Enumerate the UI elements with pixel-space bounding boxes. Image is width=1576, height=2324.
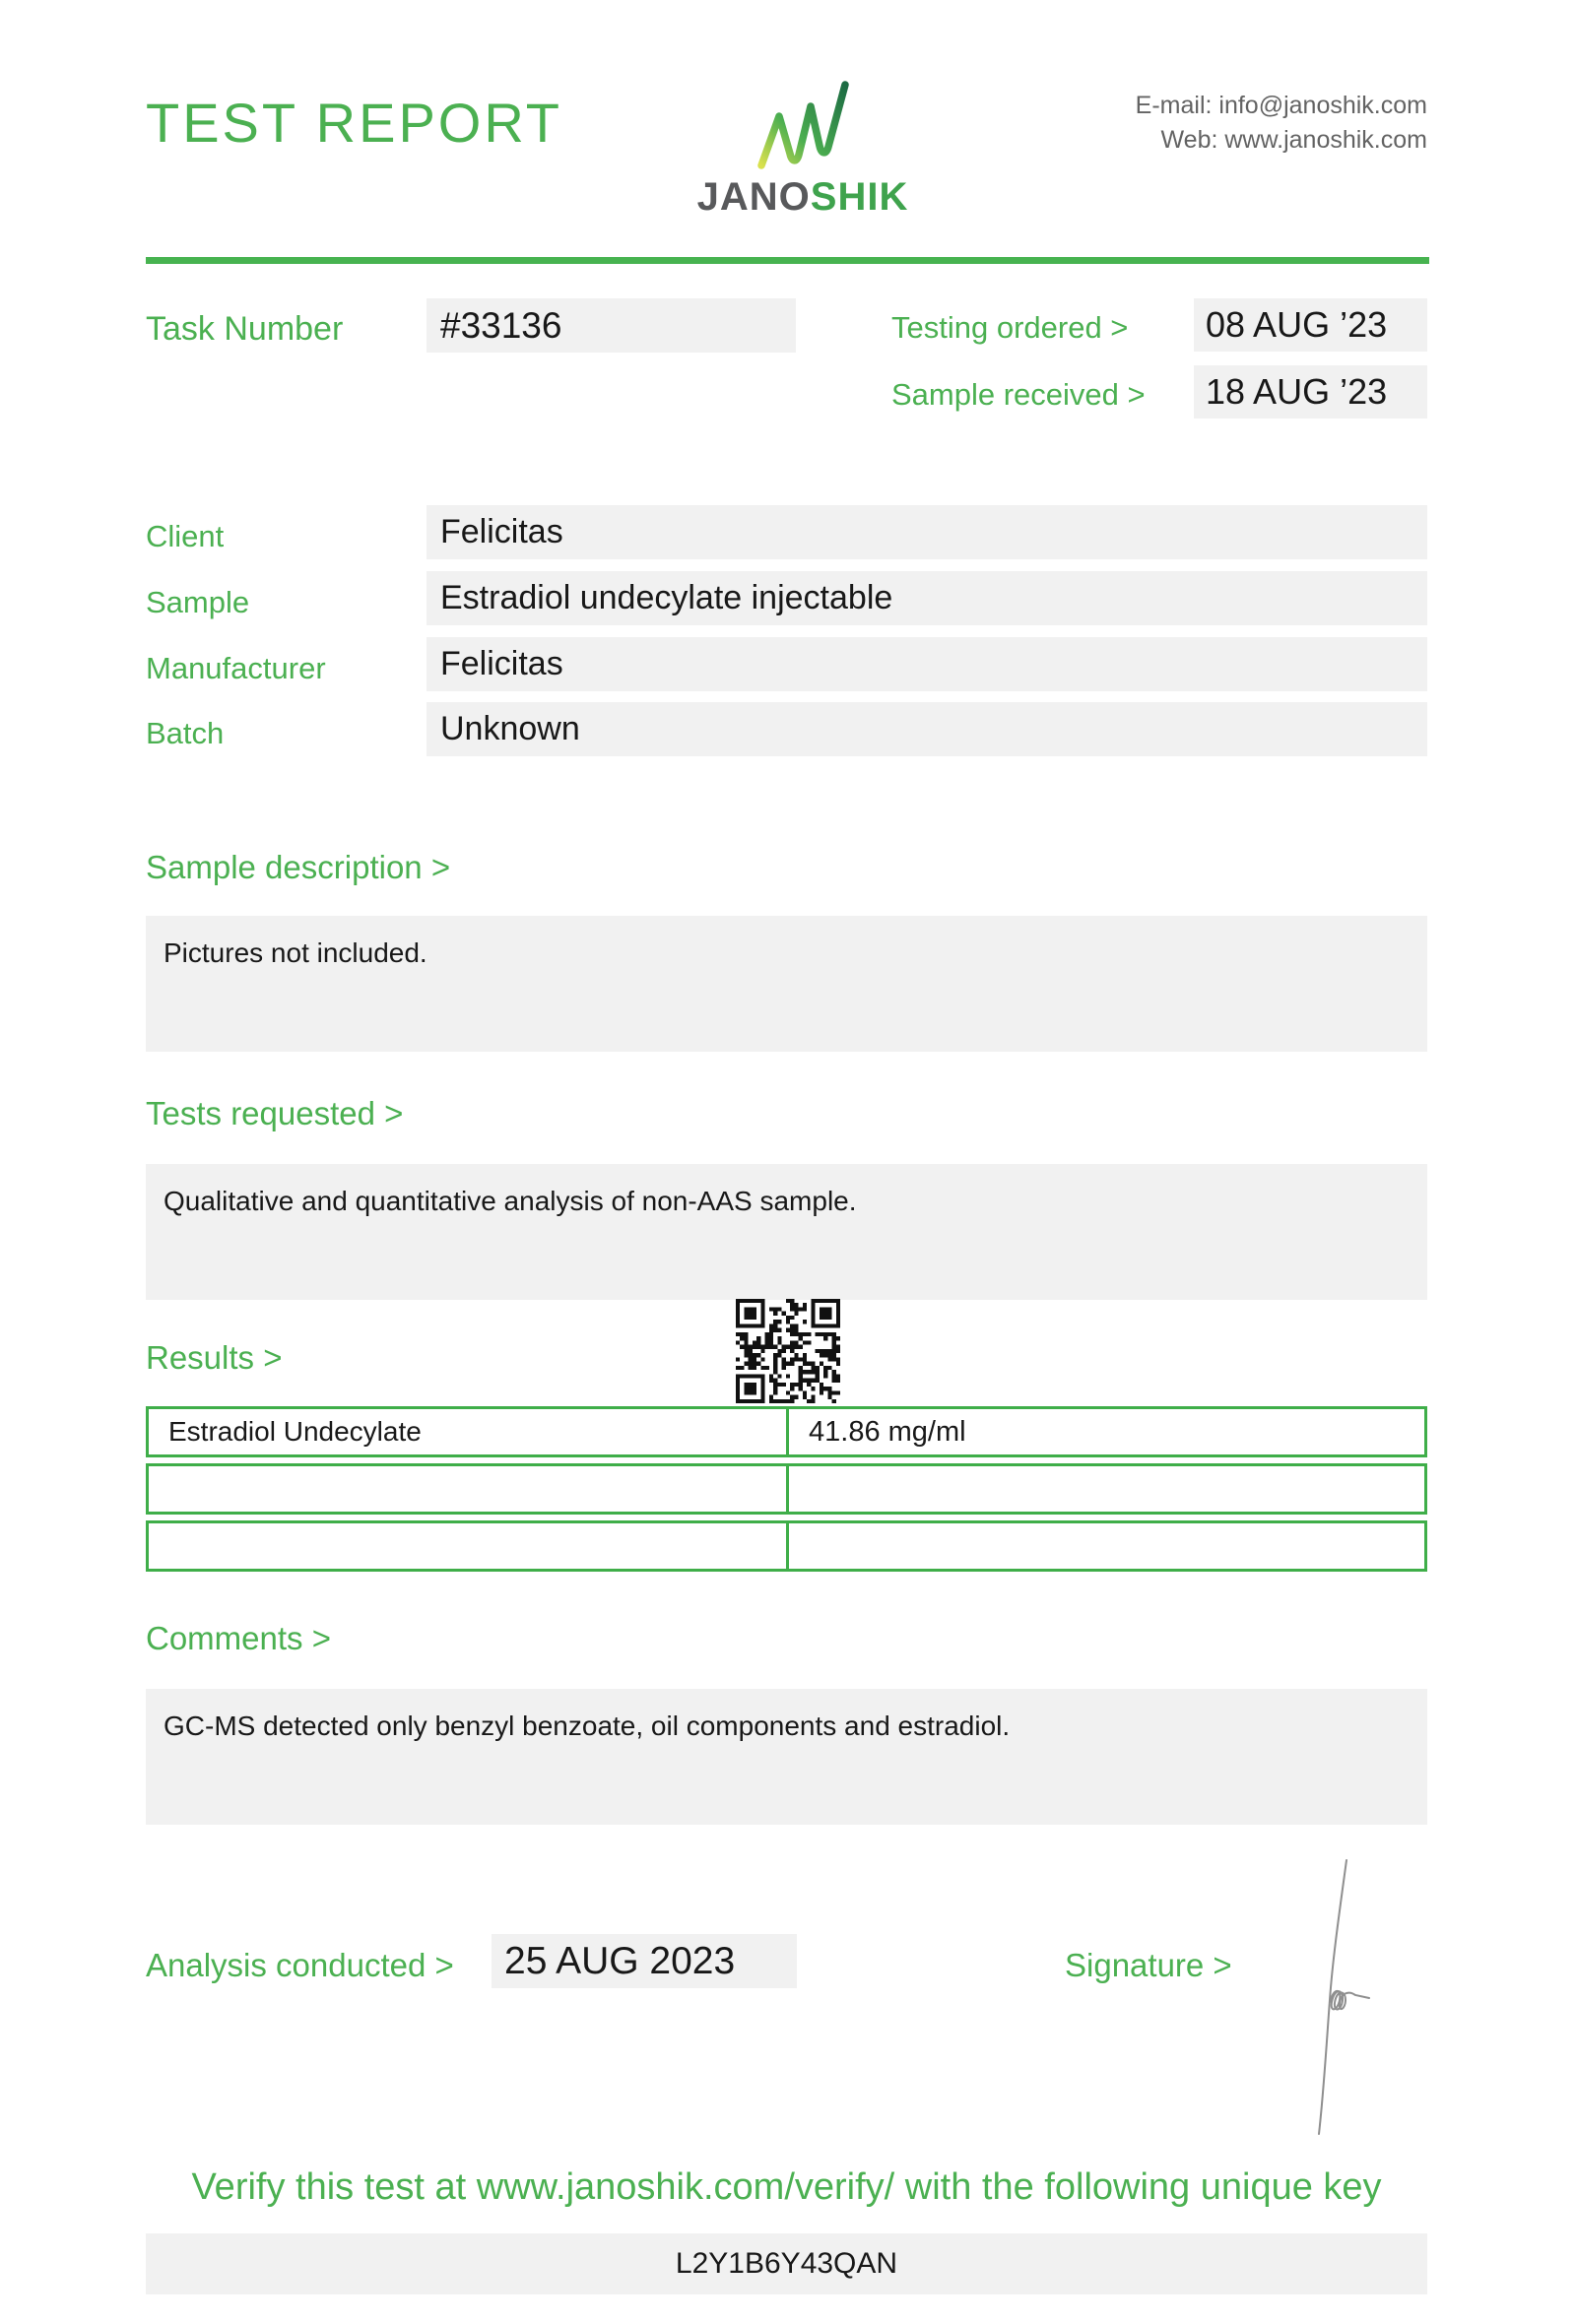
contact-email: E-mail: info@janoshik.com bbox=[1135, 92, 1427, 119]
sample-value: Estradiol undecylate injectable bbox=[427, 571, 1427, 625]
signature-scribble bbox=[1276, 1854, 1413, 2140]
manufacturer-value: Felicitas bbox=[427, 637, 1427, 691]
contact-web: Web: www.janoshik.com bbox=[1160, 126, 1427, 154]
logo-shik-text: SHIK bbox=[810, 175, 909, 219]
client-label: Client bbox=[146, 519, 225, 553]
sample-received-label: Sample received > bbox=[891, 377, 1146, 412]
verify-instruction: Verify this test at www.janoshik.com/verify/ with the following unique key bbox=[191, 2166, 1382, 2208]
result-value: 41.86 mg/ml bbox=[809, 1415, 966, 1448]
testing-ordered-label: Testing ordered > bbox=[891, 310, 1129, 345]
sample-received-date: 18 AUG ’23 bbox=[1194, 365, 1427, 419]
tests-requested-heading: Tests requested > bbox=[146, 1095, 404, 1131]
result-substance: Estradiol Undecylate bbox=[149, 1409, 789, 1454]
janoshik-logo bbox=[685, 77, 921, 220]
comments-box: GC-MS detected only benzyl benzoate, oil components and estradiol. bbox=[146, 1689, 1427, 1825]
logo-wordmark bbox=[685, 175, 921, 220]
logo-jano-text: JANO bbox=[696, 175, 811, 219]
verify-key: L2Y1B6Y43QAN bbox=[146, 2233, 1427, 2294]
results-table-row bbox=[146, 1463, 1427, 1515]
result-value bbox=[789, 1523, 1424, 1569]
task-number-value: #33136 bbox=[427, 298, 796, 353]
results-table-row bbox=[146, 1520, 1427, 1572]
client-value: Felicitas bbox=[427, 505, 1427, 559]
chart-growth-icon bbox=[754, 77, 852, 173]
batch-value: Unknown bbox=[427, 702, 1427, 756]
result-substance bbox=[149, 1523, 789, 1569]
batch-label: Batch bbox=[146, 716, 225, 750]
testing-ordered-date: 08 AUG ’23 bbox=[1194, 298, 1427, 352]
result-value bbox=[789, 1466, 1424, 1512]
page-title: TEST REPORT bbox=[146, 92, 563, 154]
analysis-conducted-label: Analysis conducted > bbox=[146, 1947, 454, 1983]
qr-code bbox=[736, 1299, 840, 1403]
analysis-date: 25 AUG 2023 bbox=[492, 1934, 797, 1988]
result-substance bbox=[149, 1466, 789, 1512]
sample-description-heading: Sample description > bbox=[146, 849, 451, 885]
sample-label: Sample bbox=[146, 585, 250, 619]
comments-heading: Comments > bbox=[146, 1620, 331, 1656]
tests-requested-box: Qualitative and quantitative analysis of non-AAS sample. bbox=[146, 1164, 1427, 1300]
sample-description-box: Pictures not included. bbox=[146, 916, 1427, 1052]
manufacturer-label: Manufacturer bbox=[146, 651, 326, 685]
header-divider bbox=[146, 257, 1429, 264]
results-table-row bbox=[146, 1406, 1427, 1457]
signature-label: Signature > bbox=[1065, 1947, 1232, 1983]
results-heading: Results > bbox=[146, 1339, 283, 1376]
task-number-label: Task Number bbox=[146, 310, 344, 348]
contact-info bbox=[1136, 89, 1427, 158]
